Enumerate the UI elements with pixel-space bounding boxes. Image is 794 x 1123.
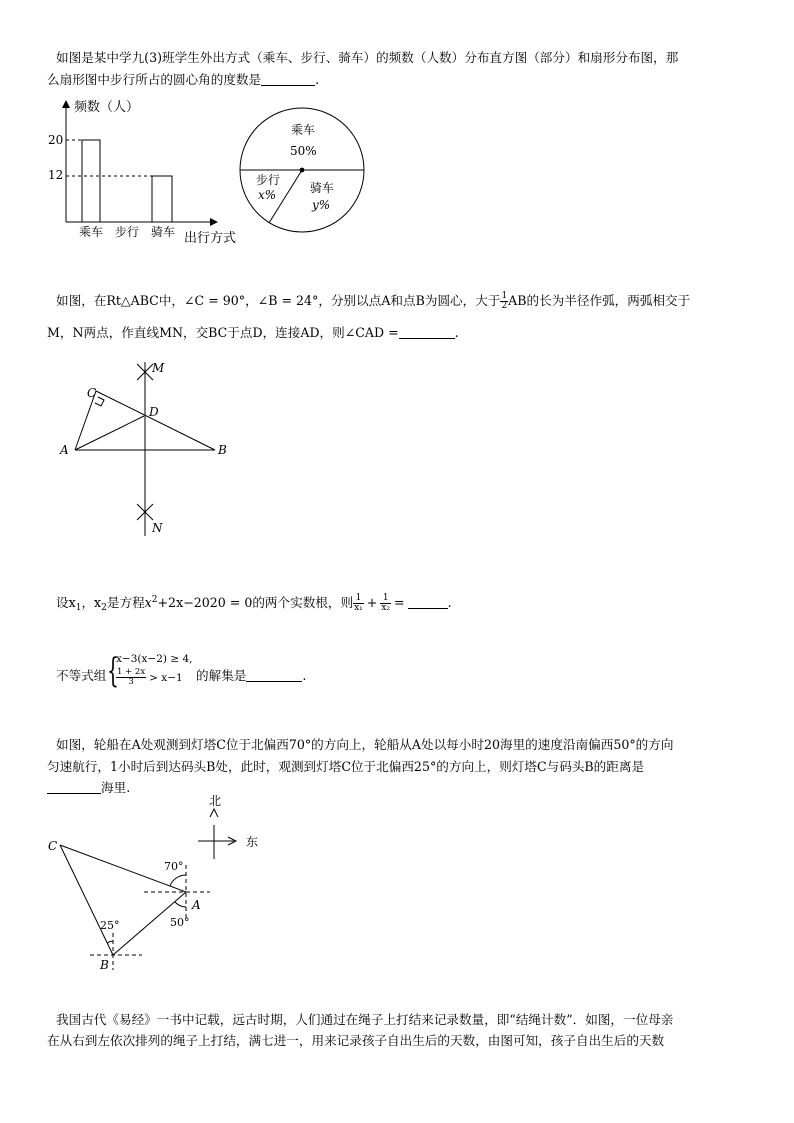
ytick-20: 20	[48, 133, 64, 147]
label-B: B	[218, 443, 227, 457]
pie-pct-buxing: x%	[258, 188, 277, 202]
cat-buxing: 步行	[115, 225, 140, 239]
q3-c: 是方程	[106, 595, 145, 610]
cat-qiche: 骑车	[151, 225, 176, 239]
q3-sub1: 1	[75, 603, 82, 613]
bar-chengche	[82, 140, 100, 222]
north-arrow	[210, 809, 218, 817]
north-label: 北	[209, 795, 222, 808]
angle-50: 50°	[170, 916, 190, 929]
q4-fraction	[116, 668, 146, 687]
pie-label-buxing: 步行	[256, 173, 281, 187]
ytick-12: 12	[48, 168, 64, 182]
q1-end: .	[315, 72, 320, 87]
q3-b: ，x	[81, 595, 102, 610]
q3-plus: +	[366, 595, 378, 610]
q3-eq: =	[394, 595, 405, 610]
navigation-figure	[40, 795, 280, 975]
label-D: D	[149, 405, 159, 419]
right-angle-mark	[95, 397, 104, 406]
q4-row1: x−3(x−2) ≥ 4,	[116, 653, 193, 665]
q1-line1: 如图是某中学九(3)班学生外出方式（乘车、步行、骑车）的频数（人数）分布直方图（部分）和扇形分布图，那	[56, 50, 679, 65]
q3-sub2: 2	[101, 603, 107, 613]
q4-row2	[116, 668, 183, 687]
triangle-figure	[52, 356, 242, 540]
y-axis-label: 频数（人）	[74, 100, 140, 115]
q3-frac2	[380, 594, 391, 613]
q3-d: +2x−2020 = 0的两个实数根，则	[157, 595, 354, 610]
q3-a: 设x	[56, 595, 76, 610]
q2-line2-text: M，N两点，作直线MN，交BC于点D，连接AD，则∠CAD =	[47, 325, 399, 340]
q6-line2: 在从右到左依次排列的绳子上打结，满七进一，用来记录孩子自出生后的天数，由图可知，孩子自出生后的天数	[47, 1033, 665, 1048]
q2-fraction	[500, 292, 508, 311]
q5-line1: 如图，轮船在A处观测到灯塔C位于北偏西70°的方向上，轮船从A处以每小时20海里的速度沿南偏西50°的方向	[56, 737, 674, 752]
angle-70: 70°	[164, 860, 184, 873]
q2-line1	[56, 291, 690, 311]
pie-chart	[236, 104, 372, 238]
q4-tail-text: 的解集是	[196, 668, 247, 683]
label-C: C	[48, 839, 58, 853]
answer-blank-1	[261, 71, 315, 86]
arc-50	[175, 902, 186, 907]
q4-end: .	[302, 668, 307, 683]
answer-blank-5	[47, 779, 101, 794]
label-M: M	[152, 361, 165, 375]
q3-frac1	[353, 594, 364, 613]
bar-qiche	[152, 176, 172, 222]
q5-line2: 匀速航行，1小时后到达码头B处，此时，观测到灯塔C位于北偏西25°的方向上，则灯塔C与码头B的距离是	[47, 759, 645, 774]
q3-line	[56, 590, 452, 618]
pie-pct-qiche: y%	[312, 198, 331, 212]
q4-frac-num: 1 + 2x	[117, 667, 146, 677]
x-axis-label: 出行方式	[184, 231, 237, 246]
label-A: A	[192, 898, 201, 912]
answer-blank-2	[399, 324, 455, 339]
arc-25	[107, 941, 113, 943]
q1-line2	[47, 70, 319, 90]
label-N: N	[152, 521, 163, 535]
q3-x: x	[144, 595, 152, 610]
angle-25: 25°	[100, 919, 120, 932]
q2-frac-den: 2	[501, 301, 508, 311]
q1-line2-text: 么扇形图中步行所占的圆心角的度数是	[47, 72, 262, 87]
q4-brace: {	[107, 651, 119, 691]
q4-frac-den: 3	[128, 677, 134, 687]
label-A: A	[60, 443, 69, 457]
east-label: 东	[246, 835, 259, 849]
q4-lead: 不等式组	[56, 668, 107, 683]
q5-line3-text: 海里.	[101, 780, 131, 795]
q2-line1b: AB的长为半径作弧，两弧相交于	[508, 293, 691, 308]
answer-blank-3	[408, 594, 448, 609]
q4-row2-rest: > x−1	[149, 671, 183, 684]
pie-pct-chengche: 50%	[290, 144, 317, 158]
q2-frac-num: 1	[501, 291, 508, 301]
pie-label-chengche: 乘车	[291, 123, 316, 137]
q2-line2	[47, 323, 459, 343]
label-C: C	[87, 386, 97, 400]
q2-end: .	[454, 325, 459, 340]
q3-frac2-den: x₂	[381, 603, 391, 613]
q3-frac2-num: 1	[380, 594, 391, 604]
arc-70	[170, 875, 186, 886]
side-CB	[96, 391, 215, 450]
label-B: B	[100, 958, 109, 972]
q2-line1a: 如图，在Rt△ABC中，∠C = 90°，∠B = 24°，分别以点A和点B为圆心，大于	[56, 293, 501, 308]
q3-frac1-num: 1	[353, 594, 364, 604]
pie-center	[300, 168, 305, 173]
q4-tail	[196, 666, 306, 686]
q3-frac1-den: x₁	[354, 603, 363, 613]
q3-end: .	[447, 595, 452, 610]
cat-chengche: 乘车	[79, 225, 104, 239]
answer-blank-4	[246, 667, 302, 682]
q6-line1: 我国古代《易经》一书中记载，远古时期，人们通过在绳子上打结来记录数量，即“结绳计数”．如图，一位母亲	[56, 1012, 674, 1027]
q3-square: 2	[151, 595, 158, 605]
pie-label-qiche: 骑车	[310, 181, 335, 195]
bar-chart	[44, 96, 254, 246]
